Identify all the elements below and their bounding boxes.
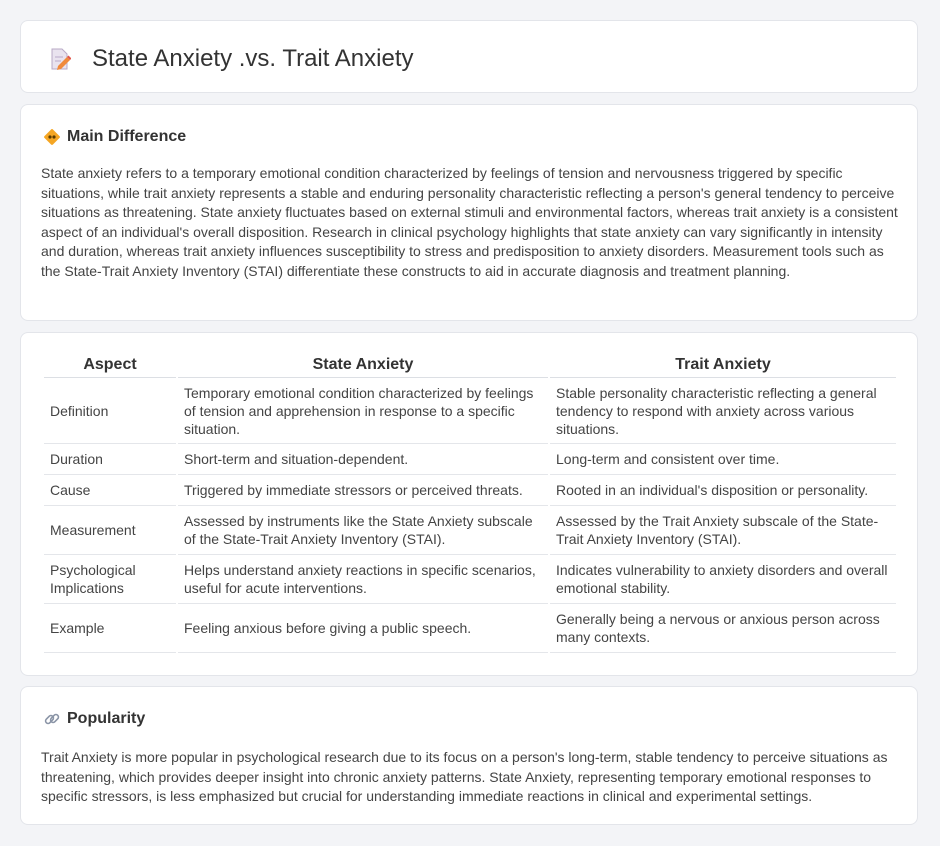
main-difference-heading: Main Difference (67, 128, 187, 145)
state-cell: Triggered by immediate stressors or perceived threats. (178, 475, 548, 506)
main-difference-card (20, 104, 918, 321)
table-row (44, 475, 896, 506)
link-icon (43, 710, 61, 728)
aspect-cell: Definition (44, 378, 176, 444)
page-title: State Anxiety .vs. Trait Anxiety (92, 45, 414, 72)
comparison-card (20, 332, 918, 676)
state-cell: Temporary emotional condition characterized by feelings of tension and apprehension in response to a specific situation. (178, 378, 548, 444)
aspect-cell: Example (44, 604, 176, 653)
main-difference-text: State anxiety refers to a temporary emotional condition characterized by feelings of tension and nervousness triggered by specific situations, while trait anxiety represents a stable and enduring personality characteristic reflecting a person's general tendency to perceive situations as threatening. State anxiety fluctuates based on external stimuli and environmental factors, whereas trait anxiety is a consistent aspect of an individual's overall disposition. Research in clinical psychology highlights that state anxiety can vary significantly in intensity and duration, whereas trait anxiety influences susceptibility to stress and predisposition to anxiety disorders. Measurement tools such as the State-Trait Anxiety Inventory (STAI) differentiate these constructs to aid in accurate diagnosis and treatment planning. (41, 165, 898, 279)
popularity-heading: Popularity (67, 710, 146, 727)
table-row (44, 604, 896, 653)
header-card (20, 20, 918, 93)
trait-cell: Stable personality characteristic reflecting a general tendency to respond with anxiety across various situations. (550, 378, 896, 444)
state-cell: Helps understand anxiety reactions in specific scenarios, useful for acute interventions. (178, 555, 548, 604)
aspect-cell: Psychological Implications (44, 555, 176, 604)
state-cell: Short-term and situation-dependent. (178, 444, 548, 475)
diamond-sign-icon (43, 128, 61, 146)
trait-cell: Generally being a nervous or anxious person across many contexts. (550, 604, 896, 653)
trait-cell: Rooted in an individual's disposition or personality. (550, 475, 896, 506)
state-cell: Feeling anxious before giving a public speech. (178, 604, 548, 653)
main-difference-header (43, 127, 186, 147)
popularity-header (43, 709, 145, 729)
column-header: State Anxiety (178, 353, 548, 378)
table-row (44, 506, 896, 555)
trait-cell: Assessed by the Trait Anxiety subscale of the State-Trait Anxiety Inventory (STAI). (550, 506, 896, 555)
table-row (44, 444, 896, 475)
column-header: Trait Anxiety (550, 353, 896, 378)
table-row (44, 378, 896, 444)
state-cell: Assessed by instruments like the State Anxiety subscale of the State-Trait Anxiety Inventory (STAI). (178, 506, 548, 555)
popularity-text: Trait Anxiety is more popular in psychological research due to its focus on a person's long-term, stable tendency to perceive situations as threatening, which provides deeper insight into chronic anxiety patterns. State Anxiety, representing temporary emotional responses to specific stressors, is less emphasized but crucial for understanding immediate reactions in clinical and experimental settings. (41, 749, 888, 805)
trait-cell: Indicates vulnerability to anxiety disorders and overall emotional stability. (550, 555, 896, 604)
table-header-row (44, 353, 896, 378)
comparison-table (42, 353, 898, 653)
aspect-cell: Measurement (44, 506, 176, 555)
table-row (44, 555, 896, 604)
popularity-card (20, 686, 918, 825)
document-pencil-icon (49, 47, 71, 71)
aspect-cell: Cause (44, 475, 176, 506)
aspect-cell: Duration (44, 444, 176, 475)
column-header: Aspect (44, 353, 176, 378)
trait-cell: Long-term and consistent over time. (550, 444, 896, 475)
